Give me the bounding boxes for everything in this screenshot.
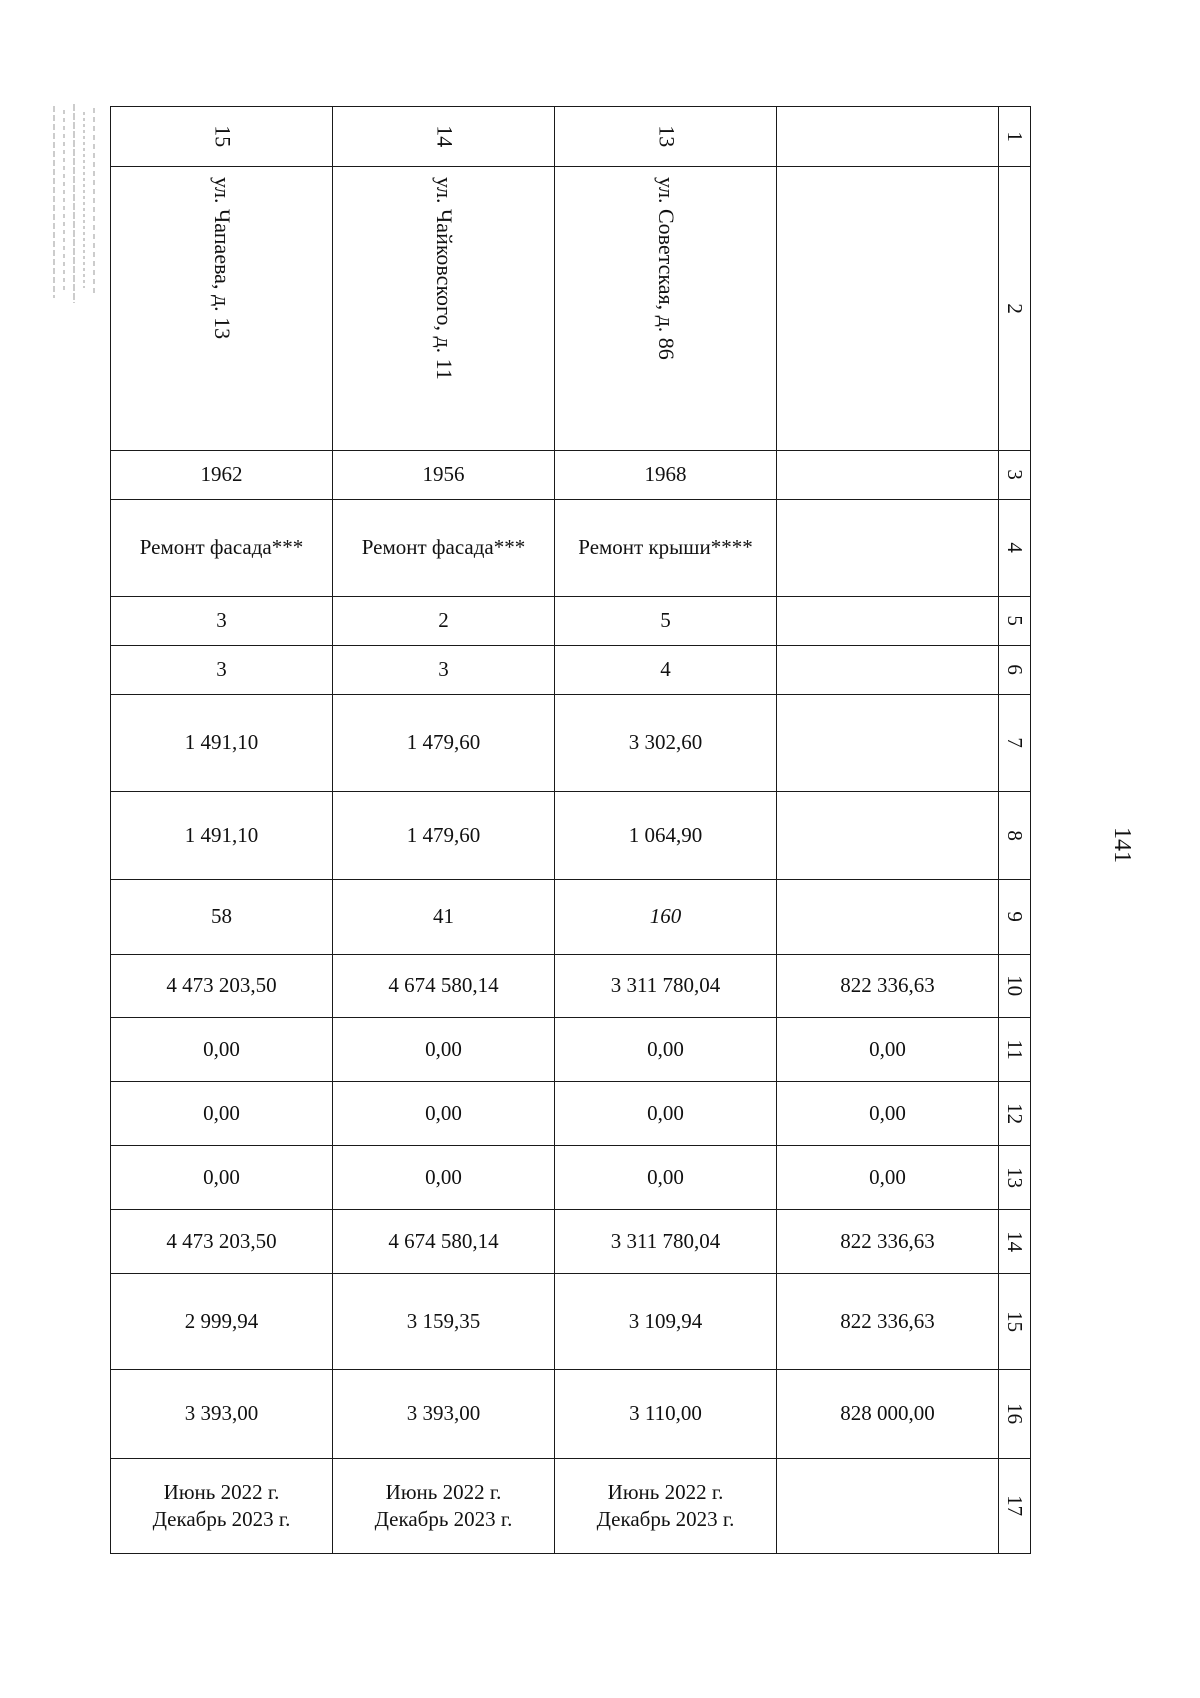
cell-value: 0,00: [777, 1018, 999, 1082]
cell-value: [777, 880, 999, 955]
cell-dates: [111, 1459, 333, 1554]
cell-year: 1962: [111, 451, 333, 500]
cell-value: 4 473 203,50: [111, 1210, 333, 1274]
cell-address: ул. Советская, д. 86: [555, 167, 777, 451]
cell-value: 4 473 203,50: [111, 955, 333, 1018]
cell-value: 3 109,94: [555, 1274, 777, 1370]
column-index: 8: [999, 792, 1031, 880]
cell-value: 4: [555, 646, 777, 695]
cell-address: ул. Чайковского, д. 11: [333, 167, 555, 451]
cell-value: 822 336,63: [777, 955, 999, 1018]
cell-value: 3 393,00: [111, 1370, 333, 1459]
column-index: 9: [999, 880, 1031, 955]
cell-value: 0,00: [555, 1146, 777, 1210]
cell-value: 0,00: [111, 1018, 333, 1082]
cell-value: 3 311 780,04: [555, 955, 777, 1018]
cell-value: 4 674 580,14: [333, 1210, 555, 1274]
cell-value: 1 479,60: [333, 792, 555, 880]
cell-value: 0,00: [333, 1018, 555, 1082]
cell-value: 1 064,90: [555, 792, 777, 880]
cell-value: [777, 792, 999, 880]
cell-value: 1 491,10: [111, 695, 333, 792]
cell-value: 0,00: [777, 1082, 999, 1146]
cell-value: 3 393,00: [333, 1370, 555, 1459]
column-index: 11: [999, 1018, 1031, 1082]
cell-value: 3 311 780,04: [555, 1210, 777, 1274]
date-end: Декабрь 2023 г.: [596, 1507, 735, 1531]
table-row-2: [111, 167, 1031, 451]
table-row-7: [111, 695, 1031, 792]
cell-row-number: 15: [111, 107, 333, 167]
table-row-10: [111, 955, 1031, 1018]
archive-stamp: [44, 98, 106, 308]
cell-year: 1968: [555, 451, 777, 500]
column-index: 15: [999, 1274, 1031, 1370]
cell-dates: [555, 1459, 777, 1554]
table-row-3: [111, 451, 1031, 500]
cell-row-number: 14: [333, 107, 555, 167]
cell-value: 160: [555, 880, 777, 955]
cell-value: 41: [333, 880, 555, 955]
table-row-15: [111, 1274, 1031, 1370]
column-index: 13: [999, 1146, 1031, 1210]
cell-year: 1956: [333, 451, 555, 500]
column-index: 12: [999, 1082, 1031, 1146]
cell-value: 0,00: [111, 1082, 333, 1146]
table-row-14: [111, 1210, 1031, 1274]
date-start: Июнь 2022 г.: [385, 1479, 502, 1504]
table-row-9: [111, 880, 1031, 955]
stamp-mark: [44, 98, 106, 308]
date-end: Декабрь 2023 г.: [374, 1507, 513, 1531]
table-row-6: [111, 646, 1031, 695]
cell-work-type: Ремонт фасада***: [111, 500, 333, 597]
table-row-1: [111, 107, 1031, 167]
cell-value: 3 110,00: [555, 1370, 777, 1459]
cell-dates: [777, 1459, 999, 1554]
cell-value: 4 674 580,14: [333, 955, 555, 1018]
column-index: 10: [999, 955, 1031, 1018]
cell-value: 822 336,63: [777, 1210, 999, 1274]
column-index: 2: [999, 167, 1031, 451]
page-number: 141: [1109, 827, 1135, 863]
cell-value: 828 000,00: [777, 1370, 999, 1459]
table-row-4: [111, 500, 1031, 597]
table-row-17: [111, 1459, 1031, 1554]
cell-value: 2: [333, 597, 555, 646]
cell-year: [777, 451, 999, 500]
cell-value: 3: [333, 646, 555, 695]
cell-value: 3: [111, 646, 333, 695]
cell-row-number: 13: [555, 107, 777, 167]
cell-address: [777, 167, 999, 451]
cell-value: [777, 597, 999, 646]
column-index: 6: [999, 646, 1031, 695]
cell-dates: [333, 1459, 555, 1554]
cell-value: 0,00: [555, 1082, 777, 1146]
table-row-5: [111, 597, 1031, 646]
column-index: 14: [999, 1210, 1031, 1274]
column-index: 17: [999, 1459, 1031, 1554]
column-index: 7: [999, 695, 1031, 792]
column-index: 5: [999, 597, 1031, 646]
date-end: Декабрь 2023 г.: [152, 1507, 291, 1531]
cell-value: 0,00: [333, 1146, 555, 1210]
cell-value: 3: [111, 597, 333, 646]
table-row-8: [111, 792, 1031, 880]
data-table: [110, 106, 1031, 1554]
cell-work-type: [777, 500, 999, 597]
column-index: 1: [999, 107, 1031, 167]
cell-value: 3 302,60: [555, 695, 777, 792]
cell-value: 58: [111, 880, 333, 955]
table-row-11: [111, 1018, 1031, 1082]
cell-row-number: [777, 107, 999, 167]
column-index: 16: [999, 1370, 1031, 1459]
date-start: Июнь 2022 г.: [163, 1479, 280, 1504]
cell-value: 1 479,60: [333, 695, 555, 792]
cell-value: 0,00: [333, 1082, 555, 1146]
column-index: 4: [999, 500, 1031, 597]
table-row-13: [111, 1146, 1031, 1210]
cell-value: 1 491,10: [111, 792, 333, 880]
cell-value: 2 999,94: [111, 1274, 333, 1370]
cell-address: ул. Чапаева, д. 13: [111, 167, 333, 451]
cell-value: [777, 695, 999, 792]
table-row-12: [111, 1082, 1031, 1146]
cell-value: 0,00: [555, 1018, 777, 1082]
cell-value: 822 336,63: [777, 1274, 999, 1370]
cell-work-type: Ремонт крыши****: [555, 500, 777, 597]
table-row-16: [111, 1370, 1031, 1459]
cell-work-type: Ремонт фасада***: [333, 500, 555, 597]
cell-value: 0,00: [111, 1146, 333, 1210]
cell-value: 5: [555, 597, 777, 646]
cell-value: 0,00: [777, 1146, 999, 1210]
column-index: 3: [999, 451, 1031, 500]
cell-value: 3 159,35: [333, 1274, 555, 1370]
date-start: Июнь 2022 г.: [607, 1479, 724, 1504]
cell-value: [777, 646, 999, 695]
